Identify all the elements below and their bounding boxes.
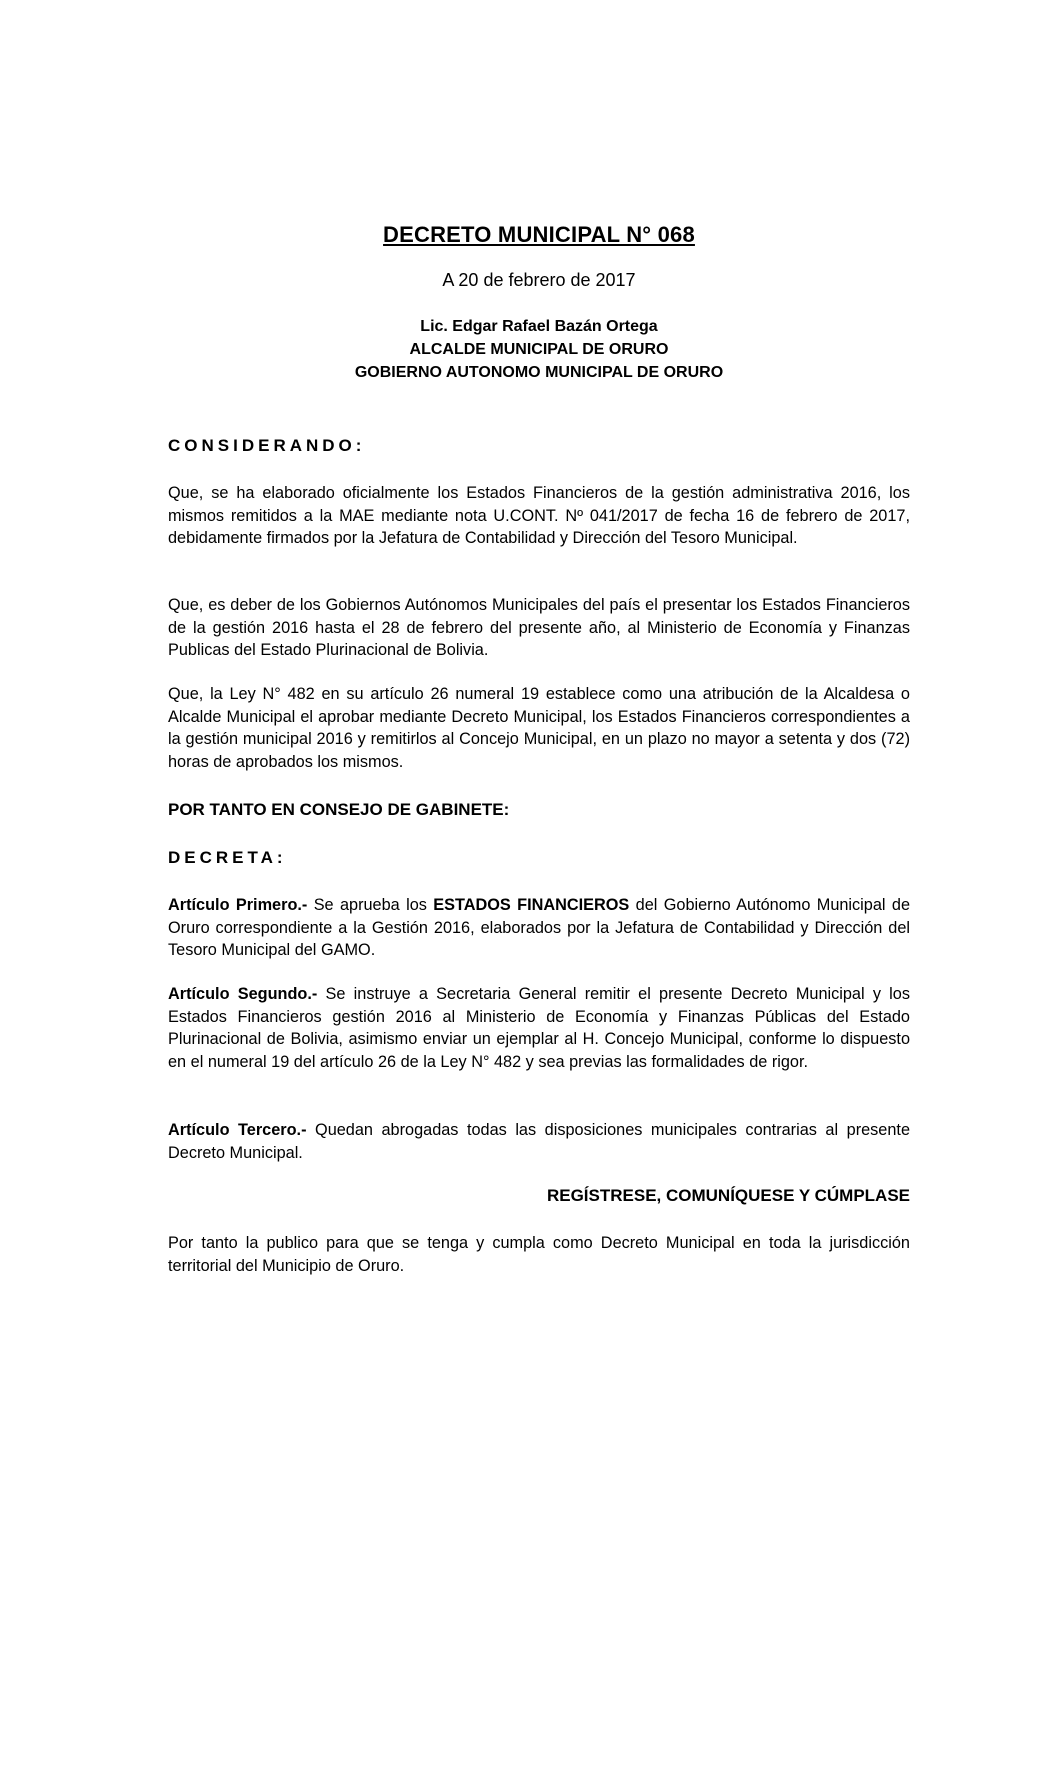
decreta-heading: DECRETA: (168, 848, 287, 867)
article-emphasis: ESTADOS FINANCIEROS (433, 896, 630, 914)
article-segundo: Artículo Segundo.- Se instruye a Secretaria General remitir el presente Decreto Municipal y los Estados Financieros gestión 2016 al Ministerio de Economía y Finanzas Públicas del Estado Plurinacional de Bolivia, asimismo enviar un ejemplar al H. Concejo Municipal, conforme lo dispuesto en el numeral 19 del artículo 26 de la Ley N° 482 y sea previas las formalidades de rigor. (168, 985, 910, 1071)
por-tanto-heading: POR TANTO EN CONSEJO DE GABINETE: (168, 800, 510, 819)
article-label: Artículo Tercero.- (168, 1121, 307, 1139)
considerando-paragraph: Que, la Ley N° 482 en su artículo 26 numeral 19 establece como una atribución de la Alcaldesa o Alcalde Municipal el aprobar mediante Decreto Municipal, los Estados Financieros correspondientes a la gestión municipal 2016 y remitirlos al Concejo Municipal, en un plazo no mayor a setenta y dos (72) horas de aprobados los mismos. (168, 685, 910, 771)
authority-institution: GOBIERNO AUTONOMO MUNICIPAL DE ORURO (354, 364, 724, 381)
considerando-heading: CONSIDERANDO: (168, 436, 366, 455)
closing-formula: REGÍSTRESE, COMUNÍQUESE Y CÚMPLASE (546, 1186, 910, 1205)
article-label: Artículo Segundo.- (168, 985, 318, 1003)
decree-date: A 20 de febrero de 2017 (442, 270, 636, 290)
article-tercero: Artículo Tercero.- Quedan abrogadas todas las disposiciones municipales contrarias al presente Decreto Municipal. (168, 1121, 910, 1162)
considerando-paragraph: Que, es deber de los Gobiernos Autónomos Municipales del país el presentar los Estados Financieros de la gestión 2016 hasta el 28 de febrero del presente año, al Ministerio de Economía y Finanzas Publicas del Estado Plurinacional de Bolivia. (168, 596, 910, 659)
authority-position: ALCALDE MUNICIPAL DE ORURO (409, 341, 669, 358)
article-label: Artículo Primero.- (168, 896, 308, 914)
decree-title: DECRETO MUNICIPAL N° 068 (383, 222, 695, 247)
final-paragraph: Por tanto la publico para que se tenga y cumpla como Decreto Municipal en toda la jurisdicción territorial del Municipio de Oruro. (168, 1234, 910, 1275)
article-primero: Artículo Primero.- Se aprueba los ESTADOS FINANCIEROS del Gobierno Autónomo Municipal de Oruro correspondiente a la Gestión 2016, elaborados por la Jefatura de Contabilidad y Dirección del Tesoro Municipal del GAMO. (168, 896, 910, 959)
considerando-paragraph: Que, se ha elaborado oficialmente los Estados Financieros de la gestión administrativa 2016, los mismos remitidos a la MAE mediante nota U.CONT. Nº 041/2017 de fecha 16 de febrero de 2017, debidamente firmados por la Jefatura de Contabilidad y Dirección del Tesoro Municipal. (168, 484, 910, 547)
authority-name: Lic. Edgar Rafael Bazán Ortega (420, 318, 658, 335)
